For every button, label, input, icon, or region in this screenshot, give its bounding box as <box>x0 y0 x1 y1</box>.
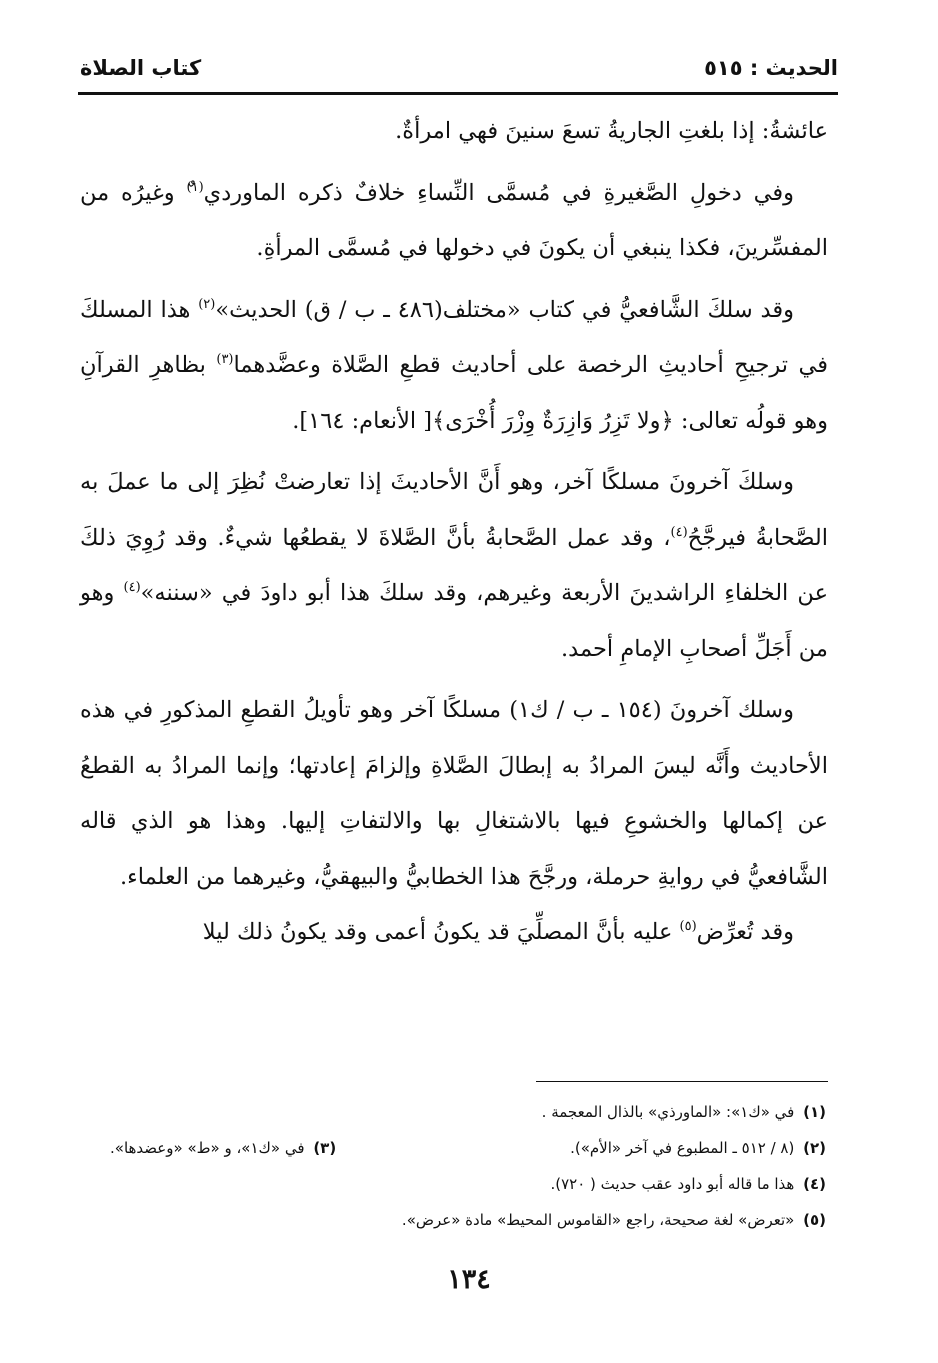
paragraph-4 <box>80 455 828 677</box>
footnote-rule <box>536 1081 828 1082</box>
footnote-row-1 <box>110 1094 826 1130</box>
paragraph-4-text-a: وسلكَ آخرونَ مسلكًا آخر، وهو أَنَّ الأحاديثَ إذا تعارضتْ نُظِرَ إلى ما عملَ به الصَّحابةُ فيرجَّحُ <box>80 469 828 551</box>
footnote-1-number: (١) <box>803 1103 826 1121</box>
footnotes <box>110 1094 826 1238</box>
paragraph-4-text-c: وهو من أَجَلِّ أصحابِ الإمامِ أحمد. <box>80 580 828 662</box>
paragraph-5 <box>80 683 828 905</box>
footnote-row-3 <box>110 1166 826 1202</box>
running-header <box>80 52 838 92</box>
paragraph-2-text-a: وفي دخولِ الصَّغيرةِ في مُسمَّى النِّساءِ خلافٌ ذكره الماوردي <box>203 179 794 206</box>
footnote-row-4 <box>110 1202 826 1238</box>
paragraph-6 <box>80 905 828 961</box>
main-text <box>80 104 828 961</box>
footnote-1-text: في «ك١»: «الماورذي» بالذال المعجمة . <box>541 1103 795 1121</box>
book-title-header: كتاب الصلاة <box>80 56 202 80</box>
footnote-5 <box>402 1202 826 1238</box>
footnote-4 <box>550 1166 826 1202</box>
paragraph-2-text-b: ٌ وغيرُه من المفسِّرينَ، فكذا ينبغي أن يكونَ في دخولها في مُسمَّى المرأةِ. <box>80 179 828 261</box>
footnote-ref-1: (١) <box>186 179 204 195</box>
paragraph-2 <box>80 166 828 277</box>
footnote-4-text: هذا ما قاله أبو داود عقب حديث ( ٧٢٠). <box>550 1175 795 1193</box>
paragraph-1 <box>80 104 828 160</box>
footnote-5-text: «تعرض» لغة صحيحة، راجع «القاموس المحيط» مادة «عرض». <box>401 1211 795 1229</box>
footnote-ref-5: (٥) <box>679 919 697 934</box>
footnote-2 <box>570 1130 826 1166</box>
footnote-1 <box>542 1094 826 1130</box>
footnote-3 <box>110 1130 336 1166</box>
paragraph-3-text-b: هذا المسلكَ في ترجيحِ أحاديثِ الرخصة على أحاديث قطعِ الصَّلاة وعضَّدهما <box>80 296 828 378</box>
footnote-4-number: (٤) <box>803 1175 826 1193</box>
paragraph-1-text: عائشةُ: إذا بلغتِ الجاريةُ تسعَ سنينَ فهي امرأةٌ. <box>395 118 828 144</box>
footnote-ref-3: (٣) <box>216 352 234 367</box>
page-number: ١٣٤ <box>447 1264 491 1295</box>
paragraph-4-text-b: ، وقد عمل الصَّحابةُ بأنَّ الصَّلاةَ لا يقطعُها شيءٌ. وقد رُوِيَ ذلكَ عن الخلفاءِ الراشدينَ الأربعة وغيرهم، وقد سلكَ هذا أبو داودَ في «سننه» <box>80 524 828 606</box>
paragraph-5-text: وسلك آخرونَ (١٥٤ ـ ب / ك١) مسلكًا آخر وهو تأويلُ القطعِ المذكورِ في هذه الأحاديث وأَنَّه ليسَ المرادُ به إبطالَ الصَّلاةِ وإلزامَ إعادتها؛ وإنما المرادُ به القطعُ عن إكمالها والخشوعِ فيها بالاشتغالِ بها والالتفاتِ إليها. وهذا هو الذي قاله الشَّافعيُّ في روايةِ حرملة، ورجَّحَ هذا الخطابيُّ والبيهقيُّ، وغيرهما من العلماء. <box>80 697 828 890</box>
paragraph-3-text-a: وقد سلكَ الشَّافعيُّ في كتاب «مختلف(٤٨٦ ـ ب / ق) الحديث» <box>215 296 794 323</box>
footnote-2-number: (٢) <box>803 1139 826 1157</box>
paragraph-6-text-b: عليه بأنَّ المصلِّيَ قد يكونُ أعمى وقد يكونُ ذلك ليلا <box>202 919 680 945</box>
footnote-2-text: (٨ / ٥١٢ ـ المطبوع في آخر «الأم»). <box>570 1139 795 1157</box>
paragraph-3 <box>80 283 828 450</box>
header-rule <box>78 92 838 95</box>
footnote-ref-4a: (٤) <box>670 524 688 540</box>
footnote-ref-2: (٢) <box>198 296 216 312</box>
footnote-5-number: (٥) <box>803 1211 826 1229</box>
hadith-number-header: الحديث : ٥١٥ <box>704 56 838 80</box>
footnote-ref-4b: (٤) <box>123 580 141 595</box>
footnote-3-text: في «ك١»، و «ط» «وعضدها». <box>110 1139 305 1157</box>
paragraph-6-text-a: وقد تُعرِّض <box>696 919 794 945</box>
footnote-3-number: (٣) <box>313 1139 337 1157</box>
paragraph-3-text-c: بظاهرِ القرآنِ وهو قولُه تعالى: ﴿ولا تَزِرُ وَازِرَةٌ وِزْرَ أُخْرَى﴾[ الأنعام: ١٦٤]. <box>80 352 828 434</box>
footnote-row-2 <box>110 1130 826 1166</box>
